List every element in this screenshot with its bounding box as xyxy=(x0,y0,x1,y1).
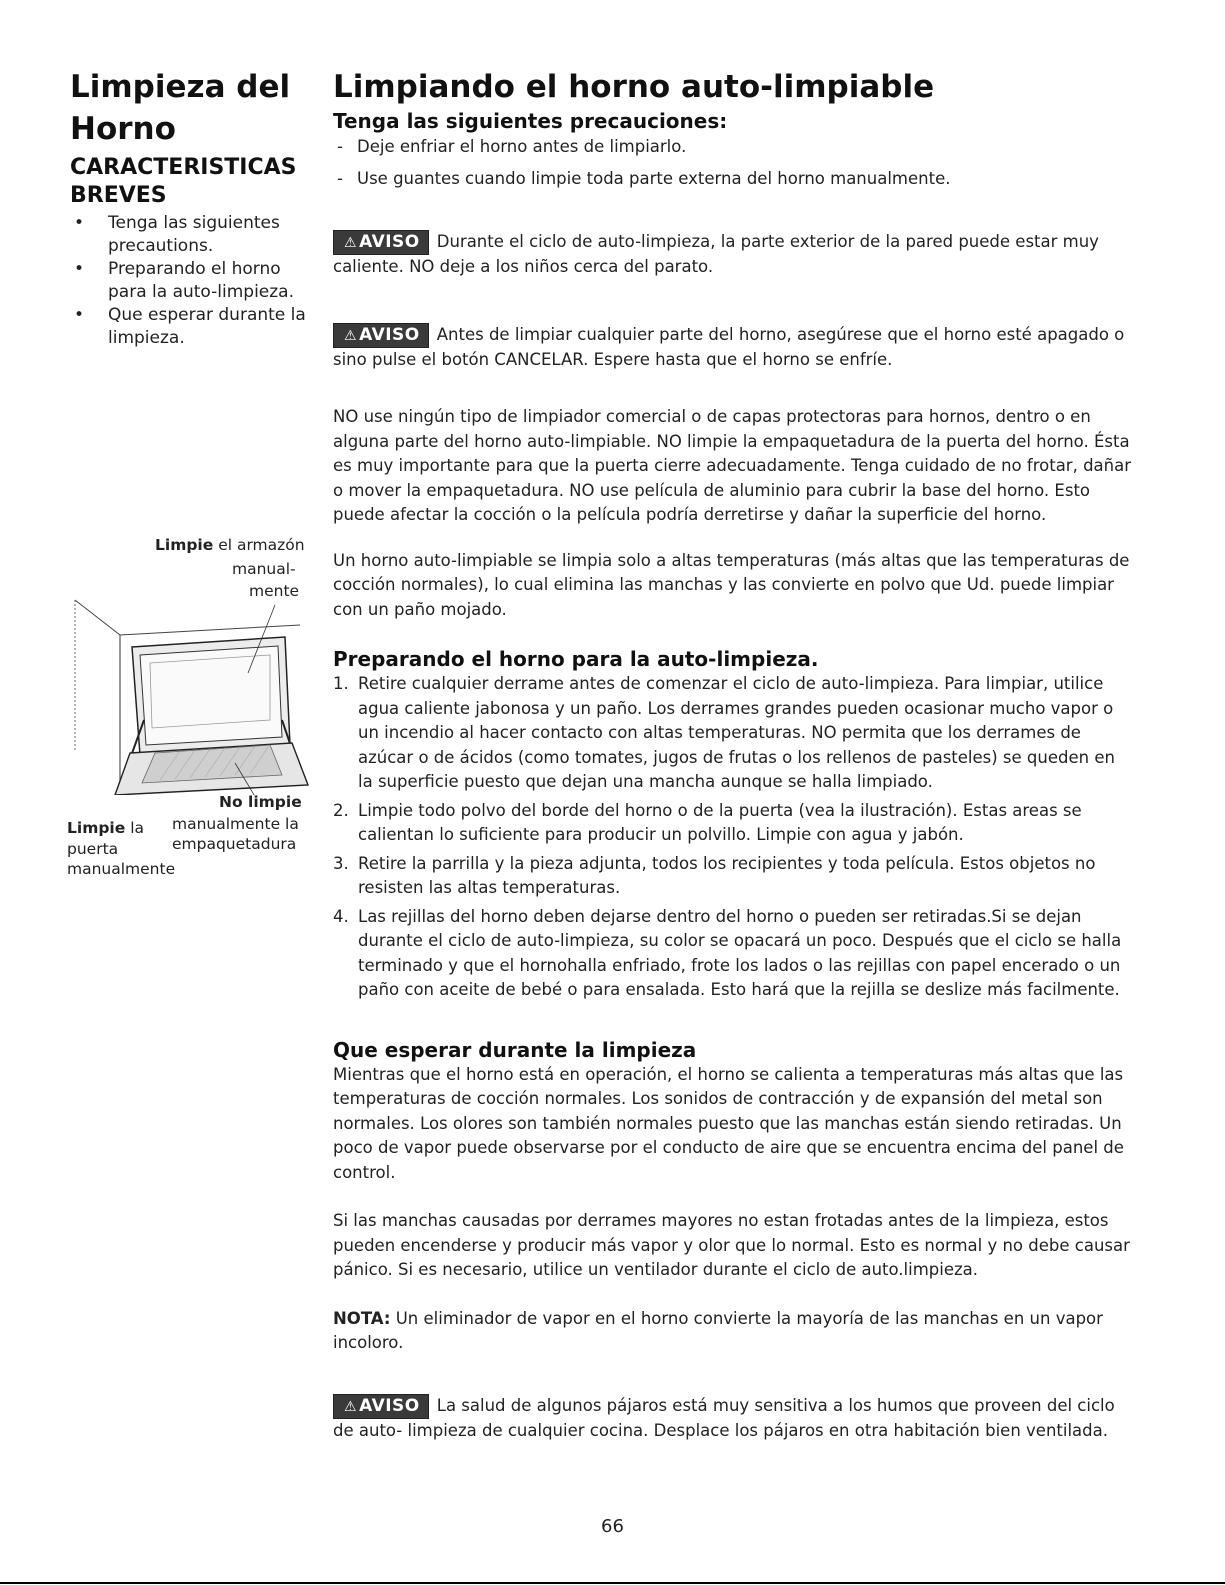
main-content xyxy=(333,66,1133,1443)
caption-frame: Limpie el armazón xyxy=(155,536,305,554)
caption-gasket-line2: manualmente la xyxy=(172,815,299,833)
paragraph-expect-2: Si las manchas causadas por derrames mayores no estan frotadas antes de la limpieza, estos pueden encenderse y producir más vapor y olor que lo normal. Esto es normal y no debe causar pánico. Si es necesario, utilice un ventilador durante el ciclo de auto.limpieza. xyxy=(333,1211,1130,1279)
prep-heading: Preparando el horno para la auto-limpieza. xyxy=(333,647,819,671)
caption-frame-line2: manual- xyxy=(232,560,296,578)
note-paragraph: NOTA: Un eliminador de vapor en el horno convierte la mayoría de las manchas en un vapor incoloro. xyxy=(333,1308,1103,1352)
caption-door-line3: manualmente xyxy=(67,860,176,878)
warning-badge: ⚠ AVISO xyxy=(333,230,429,255)
precautions-list xyxy=(333,134,1133,192)
warning-block-1: ⚠ AVISO Durante el ciclo de auto-limpieza, la parte exterior de la pared puede estar muy caliente. NO deje a los niños cerca del parato. xyxy=(333,232,1099,276)
list-item: 3. Retire la parrilla y la pieza adjunta, todos los recipientes y toda película. Estos objetos no resisten las altas temperaturas. xyxy=(333,853,1096,897)
bullet-icon: • xyxy=(74,259,85,279)
expect-heading: Que esperar durante la limpieza xyxy=(333,1037,697,1062)
list-item: - Deje enfriar el horno antes de limpiarlo. xyxy=(337,137,687,156)
sidebar-list xyxy=(70,212,310,350)
caption-door: Limpie la xyxy=(67,819,144,837)
precautions-heading: Tenga las siguientes precauciones: xyxy=(333,109,728,133)
bullet-icon: • xyxy=(74,305,85,325)
caption-gasket: No limpie xyxy=(219,793,302,811)
warning-triangle-icon: ⚠ xyxy=(344,327,358,344)
page-title: Limpiando el horno auto-limpiable xyxy=(333,69,935,105)
list-item: 2. Limpie todo polvo del borde del horno o de la puerta (vea la ilustración). Estas areas se calientan lo suficiente para producir un polvillo. Limpie con agua y jabón. xyxy=(333,800,1082,844)
warning-triangle-icon: ⚠ xyxy=(344,235,358,251)
list-item: • Preparando el horno para la auto-limpieza. xyxy=(74,259,294,302)
note-label: NOTA: xyxy=(333,1308,391,1328)
warning-triangle-icon: ⚠ xyxy=(344,1398,358,1415)
page-number: 66 xyxy=(601,1516,624,1537)
warning-block-2: ⚠ AVISO Antes de limpiar cualquier parte del horno, asegúrese que el horno esté apagado o sino pulse el botón CANCELAR. Espere hasta que el horno se enfríe. xyxy=(333,324,1125,369)
list-item: - Use guantes cuando limpie toda parte externa del horno manualmente. xyxy=(337,169,951,188)
bottom-rule xyxy=(0,1582,1225,1584)
sidebar xyxy=(70,66,310,350)
paragraph-expect-1: Mientras que el horno está en operación, el horno se calienta a temperaturas más altas que las temperaturas de cocción normales. Los sonidos de contracción y de expansión del metal son normales. Los olores son también normales puesto que las manchas están siendo retiradas. Un poco de vapor puede observarse por el conducto de aire que se encuentra encima del panel de control. xyxy=(333,1064,1124,1182)
list-item: 1. Retire cualquier derrame antes de comenzar el ciclo de auto-limpieza. Para limpiar, utilice agua caliente jabonosa y un paño. Los derrames grandes pueden ocasionar mucho vapor o un incendio al hacer contacto con altas temperaturas. NO permita que los derrames de azúcar o de ácidos (como tomates, jugos de frutas o los rellenos de pasteles) se queden en la superficie puesto que dejan una mancha aunque se halla limpiado. xyxy=(333,674,1115,791)
warning-badge: ⚠ AVISO xyxy=(333,1394,429,1419)
warning-badge: ⚠ AVISO xyxy=(333,323,429,348)
list-item: • Tenga las siguientes precautions. xyxy=(74,213,280,256)
prep-steps-list xyxy=(333,672,1133,1003)
list-item: • Que esperar durante la limpieza. xyxy=(74,305,306,348)
list-item: 4. Las rejillas del horno deben dejarse dentro del horno o pueden ser retiradas.Si se dejan durante el ciclo de auto-limpieza, su color se opacará un poco. Después que el ciclo se halla terminado y que el hornohalla enfriado, frote los lados o las rejillas con papel encerado o un paño con aceite de bebé o para ensalada. Esto hará que la rejilla se deslize más facilmente. xyxy=(333,906,1122,999)
caption-frame-line3: mente xyxy=(249,582,300,600)
bullet-icon: • xyxy=(74,213,85,233)
sidebar-subtitle: CARACTERISTICAS BREVES xyxy=(70,155,297,208)
oven-drawing xyxy=(60,595,310,795)
oven-illustration xyxy=(60,535,310,885)
paragraph-self-clean: Un horno auto-limpiable se limpia solo a altas temperaturas (más altas que las temperaturas de cocción normales), lo cual elimina las manchas y las convierte en polvo que Ud. puede limpiar con un paño mojado. xyxy=(333,550,1130,619)
caption-gasket-line3: empaquetadura xyxy=(172,835,297,853)
caption-door-line2: puerta xyxy=(67,840,119,858)
sidebar-title: Limpieza del Horno xyxy=(70,69,291,147)
paragraph-no-cleaners: NO use ningún tipo de limpiador comercial o de capas protectoras para hornos, dentro o en alguna parte del horno auto-limpiable. NO limpie la empaquetadura de la puerta del horno. Ésta es muy importante para que la puerta cierre adecuadamente. Tenga cuidado de no frotar, dañar o mover la empaquetadura. NO use película de aluminio para cubrir la base del horno. Esto puede afectar la cocción o la película podría derretirse y dañar la superficie del horno. xyxy=(333,407,1132,524)
warning-block-3: ⚠ AVISO La salud de algunos pájaros está muy sensitiva a los humos que proveen del ciclo de auto- limpieza de cualquier cocina. Desplace los pájaros en otra habitación bien ventilada. xyxy=(333,1395,1115,1440)
